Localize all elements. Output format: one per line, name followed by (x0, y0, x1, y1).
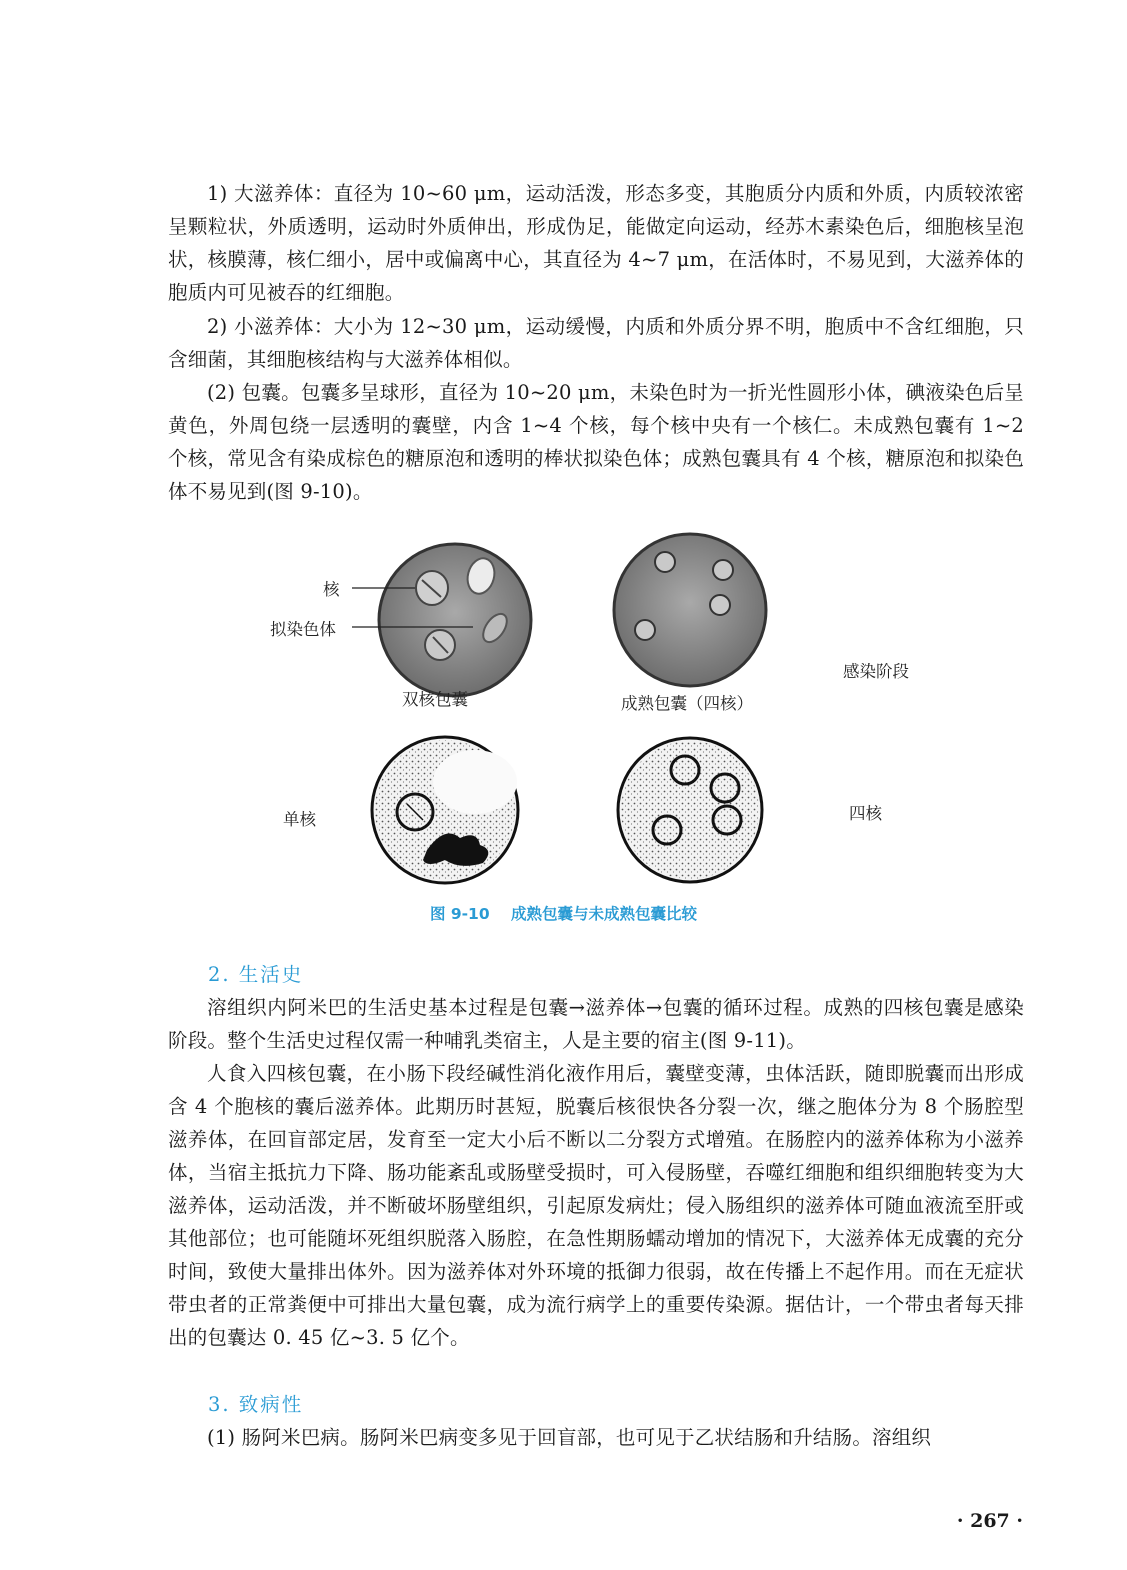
figure-illustration (255, 520, 975, 900)
paragraph-trophozoite-large: 1) 大滋养体：直径为 10~60 μm，运动活泼，形态多变，其胞质分内质和外质，内质较浓密呈颗粒状，外质透明，运动时外质伸出，形成伪足，能做定向运动，经苏木素染色后，细胞核呈泡状，核膜薄，核仁细小，居中或偏离中心，其直径为 4~7 μm，在活体时，不易见到，大滋养体的胞质内可见被吞的红细胞。 (168, 182, 1024, 304)
paragraph-life-cycle-overview: 溶组织内阿米巴的生活史基本过程是包囊→滋养体→包囊的循环过程。成熟的四核包囊是感染阶段。整个生活史过程仅需一种哺乳类宿主，人是主要的宿主(图 9-11)。 (168, 996, 1024, 1052)
caption-mature-cyst: 成熟包囊（四核） (621, 694, 753, 713)
paragraph-intestinal-amoebiasis: (1) 肠阿米巴病。肠阿米巴病变多见于回盲部，也可见于乙状结肠和升结肠。溶组织 (207, 1426, 932, 1449)
caption-four-nuclei: 四核 (849, 804, 882, 823)
paragraph-life-cycle-detail: 人食入四核包囊，在小肠下段经碱性消化液作用后，囊壁变薄，虫体活跃，随即脱囊而出形成含 4 个胞核的囊后滋养体。此期历时甚短，脱囊后核很快各分裂一次，继之胞体分为 8 个肠腔型滋养体，在回盲部定居，发育至一定大小后不断以二分裂方式增殖。在肠腔内的滋养体称为小滋养体，当宿主抵抗力下降、肠功能紊乱或肠壁受损时，可入侵肠壁，吞噬红细胞和组织细胞转变为大滋养体，运动活泼，并不断破坏肠壁组织，引起原发病灶；侵入肠组织的滋养体可随血液流至肝或其他部位；也可能随坏死组织脱落入肠腔，在急性期肠蠕动增加的情况下，大滋养体无成囊的充分时间，致使大量排出体外。因为滋养体对外环境的抵御力很弱，故在传播上不起作用。而在无症状带虫者的正常粪便中可排出大量包囊，成为流行病学上的重要传染源。据估计，一个带虫者每天排出的包囊达 0. 45 亿~3. 5 亿个。 (168, 1062, 1024, 1349)
caption-uninuclear: 单核 (283, 810, 316, 829)
caption-infective-stage: 感染阶段 (843, 662, 909, 681)
page-number: · 267 · (956, 1510, 1023, 1532)
section-heading-pathogenicity: 3. 致病性 (208, 1393, 304, 1416)
paragraph-trophozoite-small: 2) 小滋养体：大小为 12~30 μm，运动缓慢，内质和外质分界不明，胞质中不含红细胞，只含细菌，其细胞核结构与大滋养体相似。 (168, 315, 1024, 371)
mature-cyst-image (614, 534, 766, 686)
four-nuclei-cyst-image (618, 738, 762, 882)
figure-caption (0, 902, 1127, 924)
uninuclear-cyst-image (372, 737, 518, 883)
figure-caption-text: 成熟包囊与未成熟包囊比较 (511, 905, 698, 923)
caption-binuclear-cyst: 双核包囊 (402, 690, 468, 709)
figure-caption-number: 图 9-10 (429, 905, 490, 923)
label-nucleus: 核 (323, 580, 340, 599)
section-heading-life-cycle: 2. 生活史 (208, 963, 304, 986)
binuclear-cyst-image (379, 544, 531, 696)
paragraph-cyst: (2) 包囊。包囊多呈球形，直径为 10~20 μm，未染色时为一折光性圆形小体，碘液染色后呈黄色，外周包绕一层透明的囊壁，内含 1~4 个核，每个核中央有一个核仁。未成熟包囊有 1~2 个核，常见含有染成棕色的糖原泡和透明的棒状拟染色体；成熟包囊具有 4 个核，糖原泡和拟染色体不易见到(图 9-10)。 (168, 381, 1024, 503)
label-chromatoid-body: 拟染色体 (270, 620, 336, 639)
figure-cyst-comparison (255, 520, 975, 900)
